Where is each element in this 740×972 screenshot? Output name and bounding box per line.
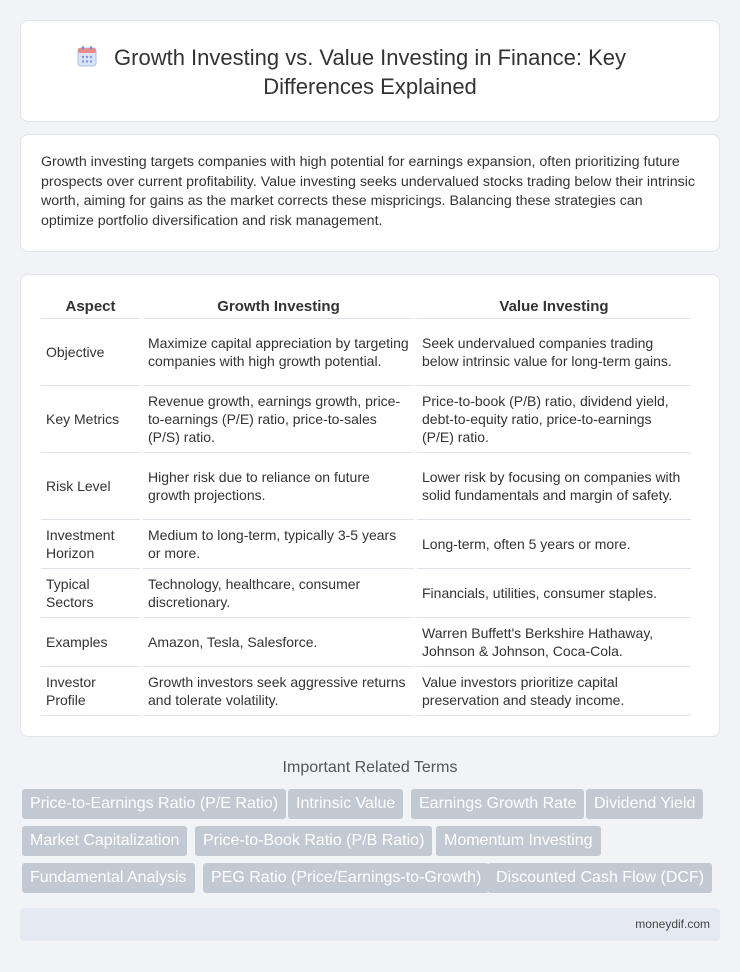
- growth-cell: Maximize capital appreciation by targeting companies with high growth potential.: [143, 319, 414, 386]
- growth-cell: Growth investors seek aggressive returns and tolerate volatility.: [143, 667, 414, 716]
- table-row: [41, 386, 691, 453]
- table-header-row: [41, 295, 691, 319]
- aspect-cell: Key Metrics: [41, 386, 140, 453]
- page-title: Growth Investing vs. Value Investing in Finance: Key Differences Explained: [114, 45, 626, 99]
- comparison-table: [38, 295, 694, 716]
- related-term-tag[interactable]: Discounted Cash Flow (DCF): [488, 863, 712, 893]
- value-cell: Lower risk by focusing on companies with solid fundamentals and margin of safety.: [417, 453, 691, 520]
- table-row: [41, 453, 691, 520]
- related-term-tag[interactable]: Dividend Yield: [586, 789, 703, 819]
- related-term-tag[interactable]: Earnings Growth Rate: [411, 789, 584, 819]
- related-term-tag[interactable]: Price-to-Book Ratio (P/B Ratio): [195, 826, 432, 856]
- value-cell: Long-term, often 5 years or more.: [417, 520, 691, 569]
- table-row: [41, 520, 691, 569]
- column-header-value: Value Investing: [417, 295, 691, 319]
- intro-card: [20, 134, 720, 252]
- column-header-growth: Growth Investing: [143, 295, 414, 319]
- table-row: [41, 618, 691, 667]
- value-cell: Price-to-book (P/B) ratio, dividend yield, debt-to-equity ratio, price-to-earnings (P/E) ratio.: [417, 386, 691, 453]
- related-terms-heading: Important Related Terms: [282, 759, 458, 776]
- aspect-cell: Risk Level: [41, 453, 140, 520]
- value-cell: Warren Buffett's Berkshire Hathaway, Johnson & Johnson, Coca-Cola.: [417, 618, 691, 667]
- table-row: [41, 667, 691, 716]
- footer: [20, 908, 720, 941]
- related-term-tag[interactable]: Fundamental Analysis: [22, 863, 195, 893]
- value-cell: Value investors prioritize capital preservation and steady income.: [417, 667, 691, 716]
- growth-cell: Technology, healthcare, consumer discretionary.: [143, 569, 414, 618]
- footer-site-name[interactable]: moneydif.com: [635, 917, 710, 931]
- column-header-aspect: Aspect: [41, 295, 140, 319]
- aspect-cell: Objective: [41, 319, 140, 386]
- table-row: [41, 569, 691, 618]
- aspect-cell: Investor Profile: [41, 667, 140, 716]
- related-term-tag[interactable]: Market Capitalization: [22, 826, 187, 856]
- related-term-tag[interactable]: Momentum Investing: [436, 826, 601, 856]
- table-row: [41, 319, 691, 386]
- growth-cell: Medium to long-term, typically 3-5 years or more.: [143, 520, 414, 569]
- related-terms-section: [20, 758, 720, 886]
- aspect-cell: Investment Horizon: [41, 520, 140, 569]
- growth-cell: Amazon, Tesla, Salesforce.: [143, 618, 414, 667]
- intro-paragraph: Growth investing targets companies with high potential for earnings expansion, often prioritizing future prospects over current profitability. Value investing seeks undervalued stocks trading below their intrinsic worth, aiming for gains as the market corrects these mispricings. Balancing these strategies can optimize portfolio diversification and risk management.: [41, 154, 695, 229]
- value-cell: Financials, utilities, consumer staples.: [417, 569, 691, 618]
- related-term-tag[interactable]: Price-to-Earnings Ratio (P/E Ratio): [22, 789, 286, 819]
- growth-cell: Revenue growth, earnings growth, price-to-earnings (P/E) ratio, price-to-sales (P/S) ratio.: [143, 386, 414, 453]
- aspect-cell: Examples: [41, 618, 140, 667]
- growth-cell: Higher risk due to reliance on future growth projections.: [143, 453, 414, 520]
- title-card: [20, 20, 720, 122]
- value-cell: Seek undervalued companies trading below intrinsic value for long-term gains.: [417, 319, 691, 386]
- comparison-table-card: [20, 274, 720, 737]
- related-term-tag[interactable]: PEG Ratio (Price/Earnings-to-Growth): [203, 863, 489, 893]
- related-term-tag[interactable]: Intrinsic Value: [288, 789, 403, 819]
- aspect-cell: Typical Sectors: [41, 569, 140, 618]
